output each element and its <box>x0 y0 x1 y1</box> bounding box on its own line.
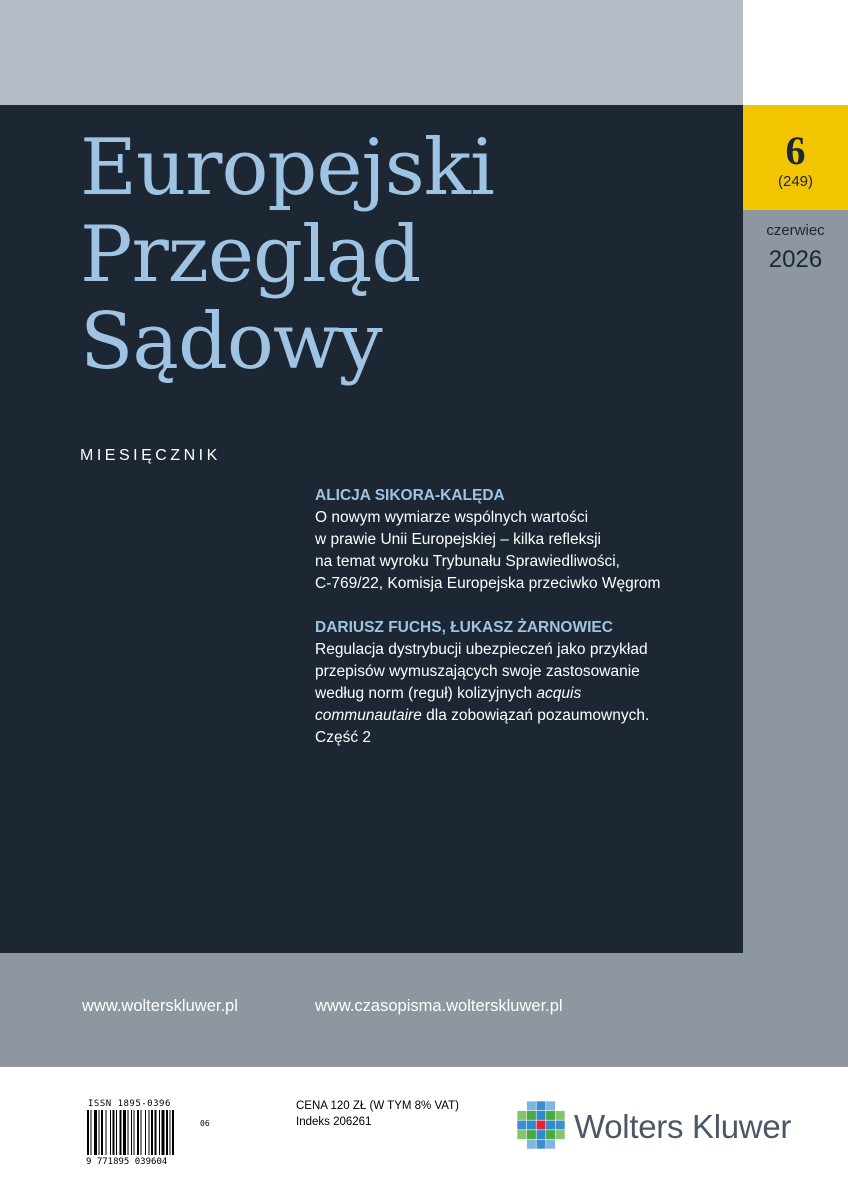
logo-tile <box>537 1140 546 1149</box>
barcode-bar <box>159 1110 160 1155</box>
article-1-title-line: C-769/22, Komisja Europejska przeciwko Węgrom <box>315 575 661 592</box>
barcode-bar <box>110 1110 111 1155</box>
right-column <box>743 210 848 1067</box>
barcode-bar <box>101 1110 103 1155</box>
logo-tile <box>527 1121 536 1130</box>
barcode-bar <box>87 1110 89 1155</box>
logo-tile <box>537 1130 546 1139</box>
article-2-title-line <box>315 705 649 727</box>
logo-tile <box>527 1111 536 1120</box>
issue-number: 6 <box>785 128 806 173</box>
logo-tile <box>537 1111 546 1120</box>
issue-cumulative-number: (249) <box>777 173 814 190</box>
article-2-title-text: dla zobowiązań pozaumownych. <box>421 707 650 724</box>
journal-title-line-3: Sądowy <box>80 297 382 387</box>
barcode-icon <box>86 1110 202 1155</box>
index-number: Indeks 206261 <box>296 1116 372 1128</box>
barcode-bar <box>155 1110 157 1155</box>
barcode-bar <box>131 1110 132 1155</box>
barcode-bar <box>141 1110 142 1155</box>
article-1-title-line: O nowym wymiarze wspólnych wartości <box>315 509 589 526</box>
journal-title-line-2: Przegląd <box>80 210 421 300</box>
barcode-bar <box>91 1110 92 1155</box>
barcode-bar <box>120 1110 122 1155</box>
barcode-bar <box>151 1110 153 1155</box>
cover-price: CENA 120 ZŁ (W TYM 8% VAT) <box>296 1100 459 1112</box>
barcode-bar <box>137 1110 139 1155</box>
top-band <box>0 0 743 105</box>
article-2-title-text: według norm (reguł) kolizyjnych <box>315 685 537 702</box>
barcode-bar <box>94 1110 97 1155</box>
logo-tile <box>527 1140 536 1149</box>
barcode-bar <box>134 1110 135 1155</box>
article-2-title-italic: acquis <box>536 685 582 702</box>
article-1-title-line: w prawie Unii Europejskiej – kilka refleksji <box>315 531 601 548</box>
article-2-title-line: Regulacja dystrybucji ubezpieczeń jako przykład <box>315 641 648 658</box>
barcode-bar <box>128 1110 129 1155</box>
wolters-kluwer-logo-icon <box>517 1101 565 1149</box>
logo-tile <box>546 1111 555 1120</box>
article-1-title <box>315 507 660 595</box>
barcode-bar <box>145 1110 146 1155</box>
logo-tile <box>556 1121 565 1130</box>
barcode-bar <box>123 1110 126 1155</box>
logo-tile <box>517 1121 526 1130</box>
logo-tile <box>517 1111 526 1120</box>
logo-tile <box>546 1121 555 1130</box>
logo-tile <box>527 1101 536 1110</box>
logo-tile <box>537 1101 546 1110</box>
barcode-bar <box>106 1110 107 1155</box>
logo-tile <box>537 1121 546 1130</box>
barcode-bar <box>172 1110 174 1155</box>
article-2-authors: DARIUSZ FUCHS, ŁUKASZ ŻARNOWIEC <box>315 619 613 636</box>
article-2-title-line: Część 2 <box>315 729 371 746</box>
issue-badge <box>743 105 848 210</box>
barcode-bar <box>99 1110 100 1155</box>
logo-tile <box>546 1130 555 1139</box>
publisher-name: Wolters Kluwer <box>574 1108 792 1145</box>
barcode-bar <box>166 1110 168 1155</box>
website-link-publisher[interactable]: www.wolterskluwer.pl <box>82 997 238 1015</box>
article-2-title <box>315 639 649 749</box>
article-1-title-line: na temat wyroku Trybunału Sprawiedliwości, <box>315 553 620 570</box>
issue-year: 2026 <box>768 246 823 273</box>
website-link-journals[interactable]: www.czasopisma.wolterskluwer.pl <box>315 997 563 1015</box>
barcode-bar <box>170 1110 171 1155</box>
barcode-bar <box>116 1110 117 1155</box>
barcode-bar <box>113 1110 115 1155</box>
article-1-authors: ALICJA SIKORA-KALĘDA <box>315 487 505 504</box>
corner-strip <box>743 0 848 105</box>
barcode-bar <box>162 1110 165 1155</box>
barcode-bar <box>149 1110 150 1155</box>
journal-title-line-1: Europejski <box>80 123 494 213</box>
article-2-title-line: przepisów wymuszających swoje zastosowanie <box>315 663 640 680</box>
barcode-issue-suffix: 06 <box>200 1119 210 1128</box>
logo-tile <box>517 1130 526 1139</box>
logo-tile <box>527 1130 536 1139</box>
article-2-title-line <box>315 683 649 705</box>
logo-tile <box>556 1130 565 1139</box>
logo-tile <box>556 1111 565 1120</box>
article-2-title-italic: communautaire <box>315 707 422 724</box>
issue-month: czerwiec <box>766 222 825 239</box>
logo-tile <box>546 1101 555 1110</box>
barcode-number: 9 771895 039604 <box>86 1157 168 1167</box>
logo-tile <box>546 1140 555 1149</box>
issn-number: ISSN 1895-0396 <box>88 1099 171 1109</box>
journal-frequency: MIESIĘCZNIK <box>80 447 221 464</box>
